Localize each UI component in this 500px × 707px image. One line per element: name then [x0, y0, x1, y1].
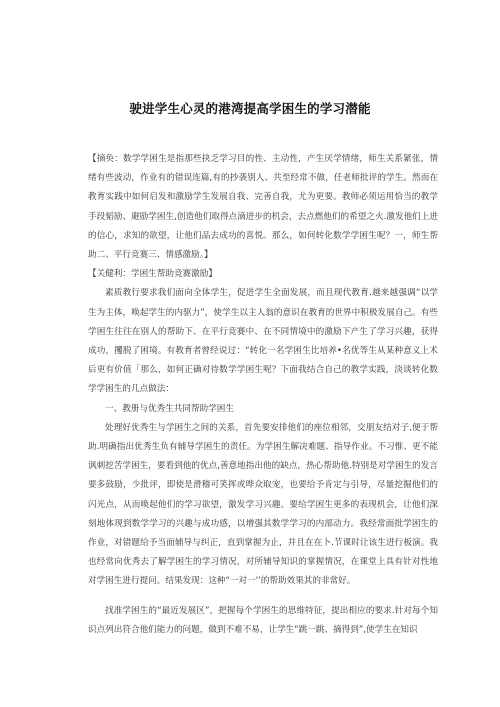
- section-2-paragraph: 找准学困生的“最近发展区”，把握每个学困生的思维特征，提出相应的要求.针对每个知识点列出符合他们能力的问题，做到不难不易，让学生“跳一跳、摘得到”,使学生在知识: [88, 605, 438, 635]
- document-title: 驶进学生心灵的港湾提高学困生的学习潜能: [129, 101, 371, 116]
- keywords-line: 【关健利：学困生帮助竞赛激励】: [88, 269, 217, 280]
- section-1-heading: 一、教册与优秀生共同帮助学困生: [105, 403, 234, 414]
- document-body: [88, 150, 438, 640]
- abstract-paragraph: 【摘奂：数学学困生是指那些抉乏学习目的性、主动性，产生厌学情绪，师生关系紧张，情绪有些波动，作业有的错误连篇,有的抄袭别人、共至经常不做，任老师批评的学生。然而在教育实践中如何启发和激励学生发展自我、完善自我，尤为更要。教师必须运用恰当的教学手段韬励、避励学困生,创造他们取得点滴进步的机会，去点燃他们的希望之火.激发他们上进的信心，求知的欲望，让他们品去成功的喜悦。那么，如何转化数学学困生呢？一，师生帮助二、平行竞赛三、情感激励。】: [88, 154, 438, 261]
- section-1-paragraph: 处理好优秀生与学困生之间的关系，首先要安排他们的座位相邻，交朋友结对子,便于帮助.明确指出优秀生负有辅导学困生的责任。为学困生解决难题、指导作业。不习惟、更不能讽刺挖苦学困生，要看到他的优点,善意地指出他的缺点，热心帮助他.特别是对学困生的发言要多鼓励，少批评，即使是滑稽可笑挥或哗众取宠，也要给予肯定与引导，尽量挖掘他们的闪光点，从而唤起他们的学习欲望，激发学习兴趣。要给学困生更多的表现机会，让他们深刻地体现到数学学习的兴趣与成功感，以增强其数学学习的内部动力。我经常面批学困生的作业，对错题给予当面辅导与纠正，直到掌握为止，并且在在卜.节课时让该生进行板演。我也经常向优秀去了解学困生的学习情况，对所辅导知识的掌握情况，在课堂上具有针对性地对学困生进行提问。结果发现：这种“一对一'’的帮助效果其的非常好。: [88, 422, 438, 587]
- intro-paragraph: 素质教行要求我们面向全体学生，促进学生全面发展，而且现代教育.越来越强调“以学生为主体，唤起学生的内驱力”，使学生以主人翁的意识在教育的世界中积极发展自己。有些学困生往往在别人的帮助下、在平行竞赛中、在不同情境中的激励下产生了学习兴趣，获得成功，攫脱了困境。有教育者曾经说过：“转化一名学困生比培养•名优等生从某种意义上术后更有价值「那么，如何正确对待数学学困生呢？下面我结合自己的教学实践，淡谈转化数学学困生的几点做法：: [88, 288, 438, 395]
